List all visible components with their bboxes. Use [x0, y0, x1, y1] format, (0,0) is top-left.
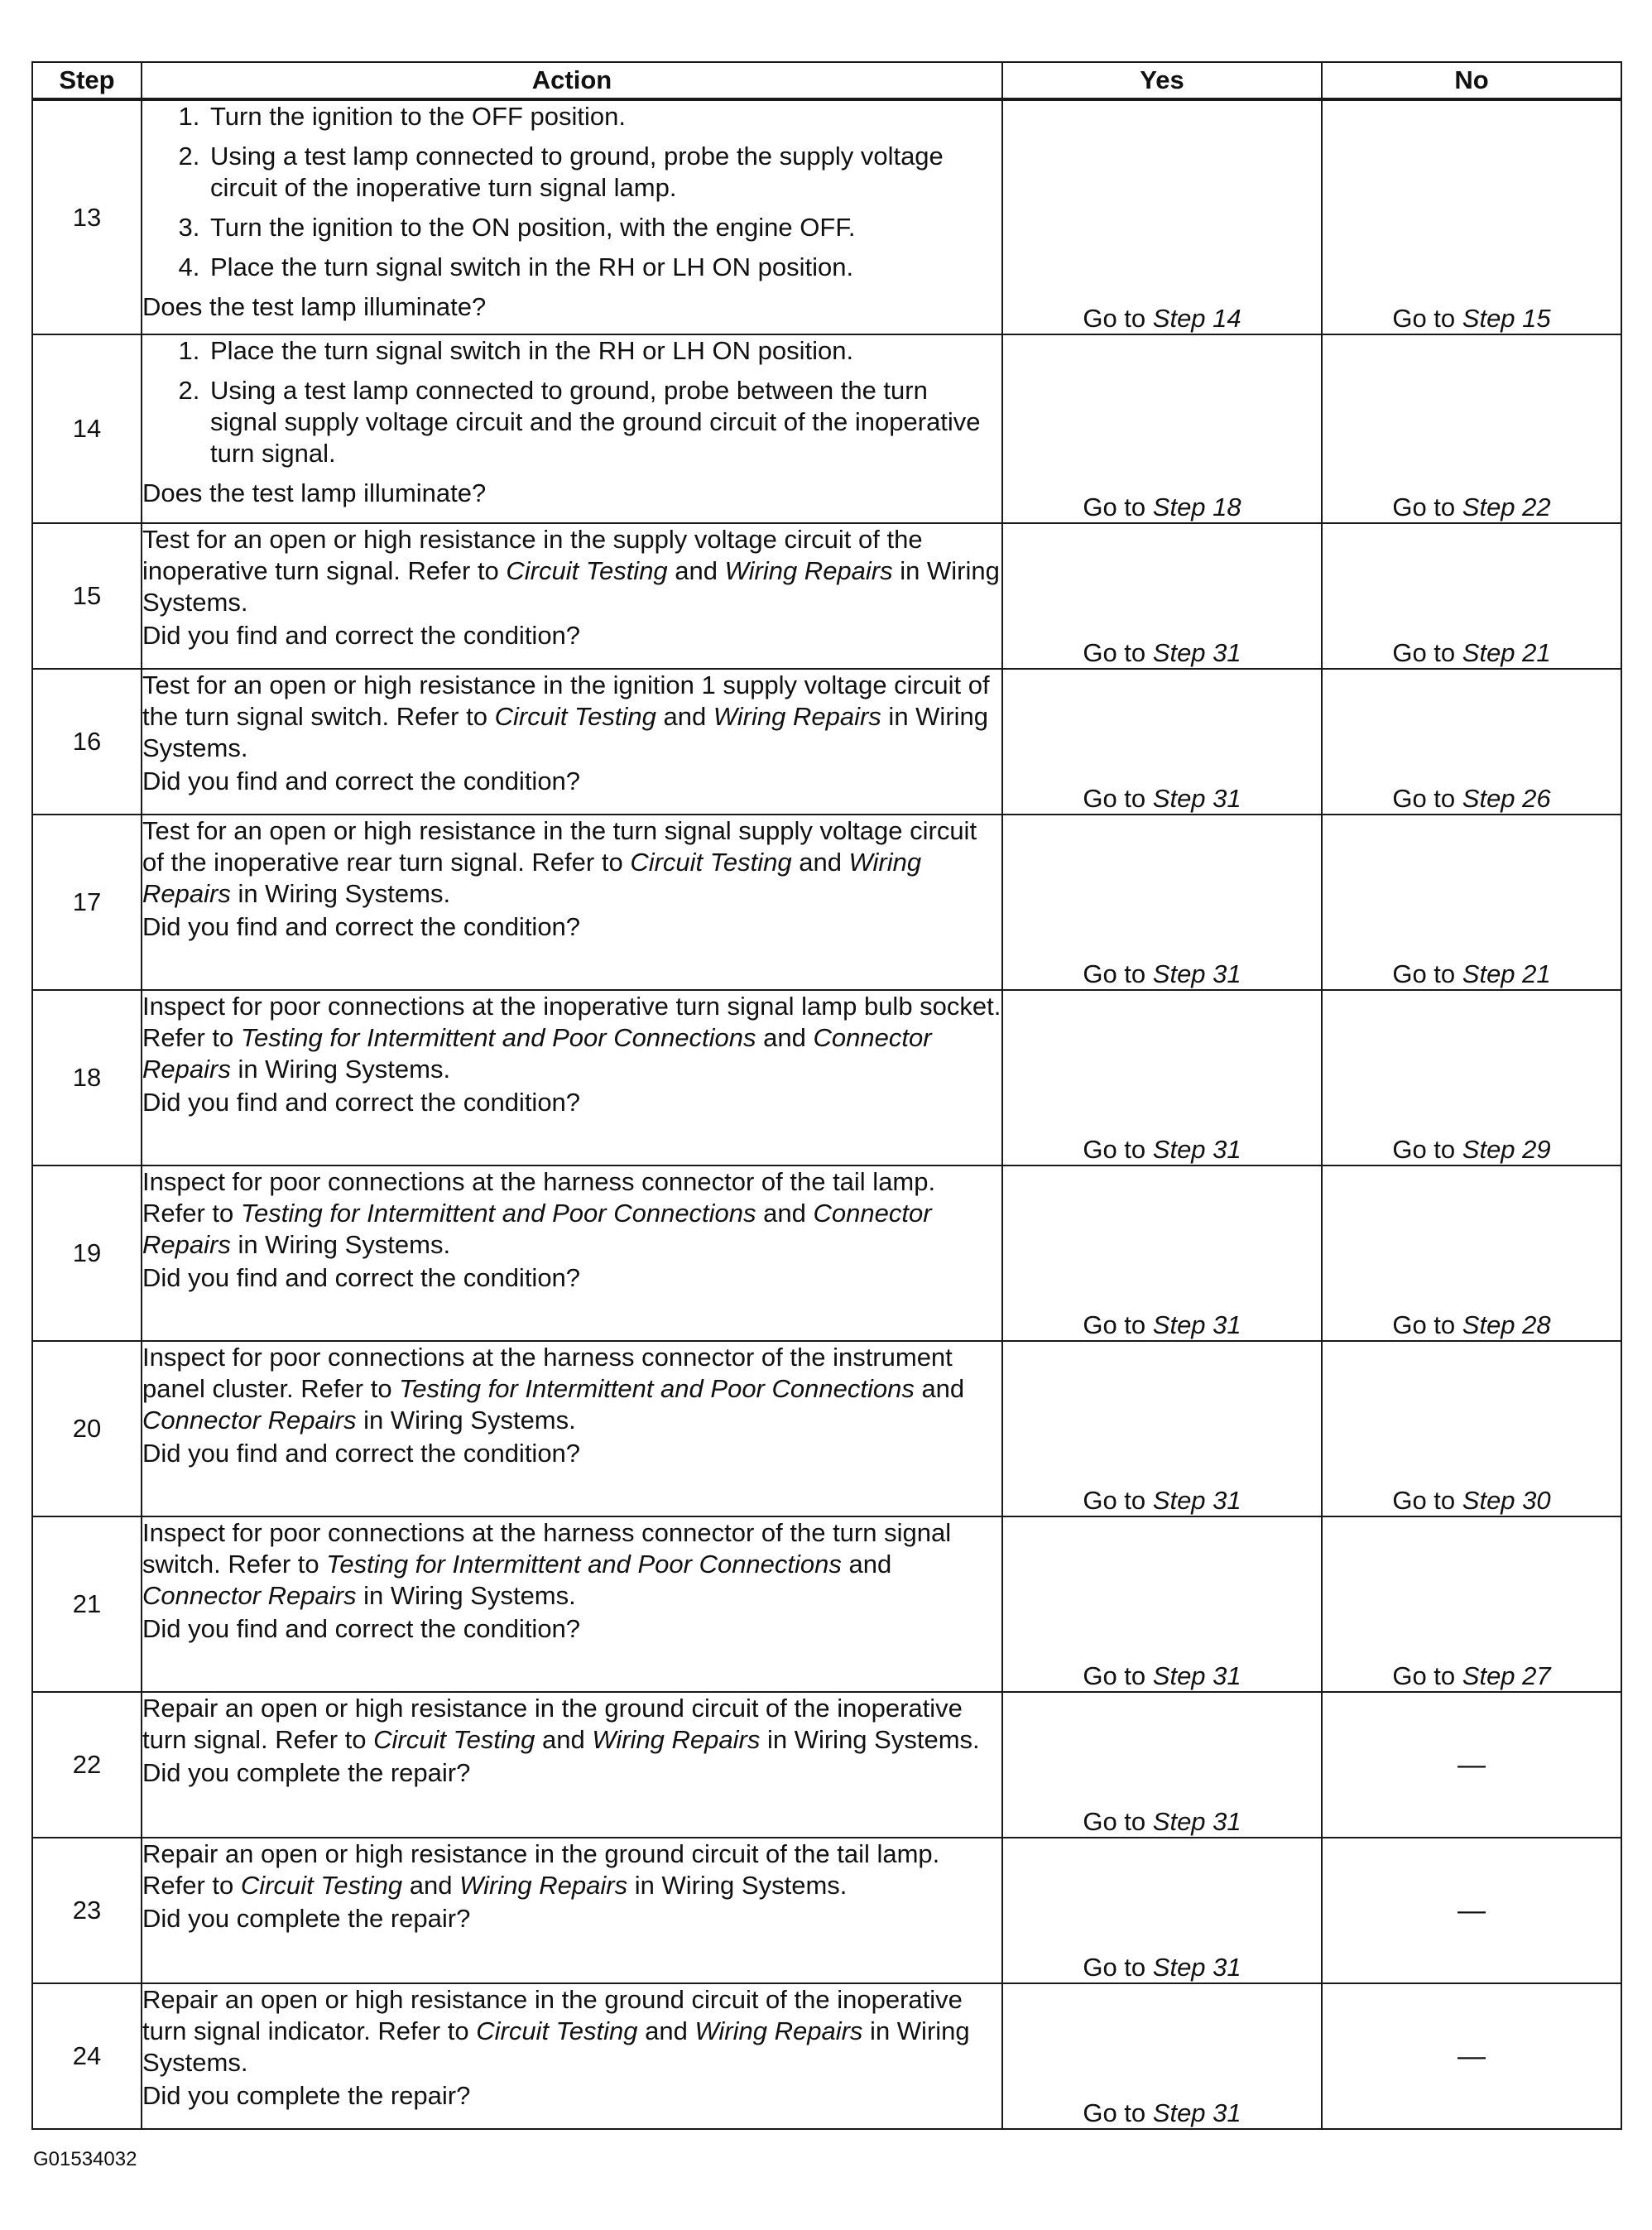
header-row	[32, 62, 1621, 99]
table-row	[32, 99, 1621, 334]
action-step: 3. Turn the ignition to the ON position, with the engine OFF.	[207, 212, 1001, 243]
action-text-segment: in Wiring Systems.	[356, 1406, 576, 1435]
header-action: Action	[142, 62, 1002, 99]
no-cell	[1322, 1983, 1621, 2129]
yes-prefix: Go to	[1083, 1953, 1153, 1982]
action-steps-list	[142, 335, 1001, 469]
action-step: 4. Place the turn signal switch in the RH or LH ON position.	[207, 252, 1001, 283]
yes-cell	[1002, 1838, 1322, 1983]
no-step-reference: Step 27	[1462, 1661, 1551, 1690]
yes-prefix: Go to	[1083, 1135, 1153, 1164]
action-text-segment: Repair an open or high resistance in the ground circuit of the tail lamp. Refer to	[142, 1839, 940, 1900]
yes-cell	[1002, 523, 1322, 669]
action-text-segment: in Wiring Systems.	[230, 1055, 451, 1084]
no-prefix: Go to	[1392, 784, 1462, 813]
reference-link-text: Connector Repairs	[142, 1199, 932, 1259]
action-cell	[142, 1838, 1002, 1983]
no-prefix: Go to	[1392, 1135, 1462, 1164]
action-text-segment: Test for an open or high resistance in the turn signal supply voltage circuit of the inoperative rear turn signal. Refer to	[142, 816, 977, 877]
table-row	[32, 1341, 1621, 1516]
reference-link-text: Testing for Intermittent and Poor Connections	[399, 1374, 915, 1403]
reference-link-text: Circuit Testing	[476, 2016, 638, 2045]
action-text-segment: Repair an open or high resistance in the ground circuit of the inoperative turn signal. Refer to	[142, 1694, 963, 1754]
no-prefix: Go to	[1392, 638, 1462, 667]
reference-link-text: Circuit Testing	[373, 1725, 535, 1754]
action-text-segment: and	[656, 702, 713, 731]
no-prefix: Go to	[1392, 959, 1462, 988]
step-number: 19	[32, 1165, 142, 1341]
action-text-segment: Repair an open or high resistance in the ground circuit of the inoperative turn signal indicator. Refer to	[142, 1985, 963, 2045]
action-text-segment: Inspect for poor connections at the harness connector of the instrument panel cluster. Refer to	[142, 1343, 953, 1403]
action-question: Did you find and correct the condition?	[142, 1263, 581, 1292]
reference-link-text: Circuit Testing	[630, 848, 792, 877]
reference-link-text: Circuit Testing	[240, 1871, 403, 1900]
action-text	[142, 524, 1001, 618]
step-number: 24	[32, 1983, 142, 2129]
no-cell	[1322, 815, 1621, 990]
action-question: Did you find and correct the condition?	[142, 1614, 581, 1643]
no-step-reference: Step 21	[1462, 959, 1551, 988]
yes-step-reference: Step 31	[1152, 1486, 1241, 1515]
action-question: Did you complete the repair?	[142, 1904, 471, 1933]
yes-step-reference: Step 31	[1152, 1953, 1241, 1982]
no-cell	[1322, 1516, 1621, 1692]
action-text-segment: in Wiring Systems.	[230, 879, 451, 908]
step-number: 14	[32, 334, 142, 523]
reference-link-text: Testing for Intermittent and Poor Connections	[240, 1023, 756, 1052]
action-question: Does the test lamp illuminate?	[142, 292, 487, 321]
action-steps-list	[142, 101, 1001, 283]
no-prefix: Go to	[1392, 304, 1462, 333]
action-cell	[142, 1516, 1002, 1692]
reference-link-text: Wiring Repairs	[459, 1871, 628, 1900]
yes-prefix: Go to	[1083, 1661, 1153, 1690]
action-cell	[142, 1341, 1002, 1516]
yes-prefix: Go to	[1083, 304, 1153, 333]
yes-prefix: Go to	[1083, 784, 1153, 813]
no-prefix: Go to	[1392, 1310, 1462, 1339]
yes-cell	[1002, 1692, 1322, 1838]
action-text	[142, 670, 1001, 764]
action-text	[142, 1342, 1001, 1436]
step-number: 23	[32, 1838, 142, 1983]
action-text-segment: in Wiring Systems.	[142, 2016, 970, 2077]
action-question: Did you find and correct the condition?	[142, 912, 581, 941]
action-text-segment: and	[791, 848, 849, 877]
yes-step-reference: Step 31	[1152, 1661, 1241, 1690]
action-text-segment: and	[756, 1199, 814, 1228]
action-text-segment: in Wiring Systems.	[760, 1725, 980, 1754]
action-text	[142, 1166, 1001, 1261]
yes-cell	[1002, 1341, 1322, 1516]
action-text-segment: in Wiring Systems.	[627, 1871, 848, 1900]
action-text	[142, 1517, 1001, 1612]
action-text	[142, 1838, 1001, 1901]
reference-link-text: Wiring Repairs	[724, 556, 893, 585]
yes-cell	[1002, 334, 1322, 523]
step-number: 18	[32, 990, 142, 1165]
action-text	[142, 1984, 1001, 2079]
action-text-segment: Inspect for poor connections at the inoperative turn signal lamp bulb socket. Refer to	[142, 992, 1001, 1052]
step-number: 21	[32, 1516, 142, 1692]
figure-id: G01534032	[33, 2148, 137, 2170]
diagnostic-table	[31, 61, 1622, 2130]
no-cell	[1322, 1165, 1621, 1341]
yes-step-reference: Step 31	[1152, 1807, 1241, 1836]
step-number: 20	[32, 1341, 142, 1516]
action-question: Does the test lamp illuminate?	[142, 478, 487, 507]
yes-step-reference: Step 31	[1152, 1310, 1241, 1339]
action-question: Did you find and correct the condition?	[142, 1439, 581, 1468]
no-cell	[1322, 1341, 1621, 1516]
action-text-segment: Inspect for poor connections at the harness connector of the tail lamp. Refer to	[142, 1167, 936, 1228]
action-text-segment: in Wiring Systems.	[230, 1230, 451, 1259]
yes-prefix: Go to	[1083, 2098, 1153, 2127]
action-cell	[142, 523, 1002, 669]
action-text-segment: in Wiring Systems.	[142, 702, 989, 762]
no-cell	[1322, 1692, 1621, 1838]
step-number: 13	[32, 99, 142, 334]
reference-link-text: Testing for Intermittent and Poor Connections	[240, 1199, 756, 1228]
action-text-segment: and	[841, 1550, 892, 1579]
reference-link-text: Wiring Repairs	[694, 2016, 863, 2045]
table-row	[32, 815, 1621, 990]
no-step-reference: Step 30	[1462, 1486, 1551, 1515]
no-cell	[1322, 669, 1621, 815]
no-cell	[1322, 523, 1621, 669]
action-text-segment: in Wiring Systems.	[142, 556, 1000, 617]
action-text-segment: and	[637, 2016, 695, 2045]
no-cell	[1322, 99, 1621, 334]
reference-link-text: Wiring Repairs	[592, 1725, 761, 1754]
action-cell	[142, 669, 1002, 815]
action-text	[142, 1693, 1001, 1756]
step-number: 15	[32, 523, 142, 669]
yes-prefix: Go to	[1083, 1310, 1153, 1339]
no-cell	[1322, 1838, 1621, 1983]
table-row	[32, 669, 1621, 815]
yes-step-reference: Step 14	[1152, 304, 1241, 333]
no-dash: —	[1458, 1894, 1486, 1926]
action-text	[142, 815, 1001, 910]
no-step-reference: Step 22	[1462, 493, 1551, 521]
reference-link-text: Connector Repairs	[142, 1581, 357, 1610]
reference-link-text: Circuit Testing	[494, 702, 656, 731]
no-cell	[1322, 334, 1621, 523]
yes-prefix: Go to	[1083, 959, 1153, 988]
reference-link-text: Connector Repairs	[142, 1023, 932, 1084]
header-yes: Yes	[1002, 62, 1322, 99]
action-text-segment: and	[756, 1023, 814, 1052]
reference-link-text: Circuit Testing	[506, 556, 668, 585]
yes-cell	[1002, 669, 1322, 815]
yes-prefix: Go to	[1083, 1486, 1153, 1515]
action-step: 2. Using a test lamp connected to ground, probe between the turn signal supply voltage circuit and the ground circuit of the inoperative turn signal.	[207, 375, 1001, 469]
action-text-segment: in Wiring Systems.	[356, 1581, 576, 1610]
yes-prefix: Go to	[1083, 493, 1153, 521]
action-text-segment: and	[402, 1871, 460, 1900]
action-text-segment: and	[914, 1374, 965, 1403]
reference-link-text: Wiring Repairs	[142, 848, 922, 908]
no-prefix: Go to	[1392, 493, 1462, 521]
yes-step-reference: Step 31	[1152, 1135, 1241, 1164]
action-cell	[142, 815, 1002, 990]
action-question: Did you complete the repair?	[142, 1758, 471, 1787]
yes-prefix: Go to	[1083, 1807, 1153, 1836]
action-cell	[142, 1692, 1002, 1838]
action-cell	[142, 990, 1002, 1165]
action-step: 1. Place the turn signal switch in the RH or LH ON position.	[207, 335, 1001, 367]
reference-link-text: Wiring Repairs	[713, 702, 881, 731]
action-text-segment: and	[535, 1725, 593, 1754]
no-step-reference: Step 21	[1462, 638, 1551, 667]
no-cell	[1322, 990, 1621, 1165]
yes-step-reference: Step 31	[1152, 784, 1241, 813]
yes-cell	[1002, 815, 1322, 990]
yes-step-reference: Step 31	[1152, 959, 1241, 988]
action-question: Did you complete the repair?	[142, 2081, 471, 2110]
action-text	[142, 991, 1001, 1085]
action-text-segment: and	[667, 556, 725, 585]
action-question: Did you find and correct the condition?	[142, 621, 581, 650]
step-number: 22	[32, 1692, 142, 1838]
table-row	[32, 1516, 1621, 1692]
no-prefix: Go to	[1392, 1661, 1462, 1690]
no-dash: —	[1458, 1748, 1486, 1781]
action-question: Did you find and correct the condition?	[142, 1088, 581, 1117]
no-dash: —	[1458, 2040, 1486, 2072]
no-step-reference: Step 15	[1462, 304, 1551, 333]
table-row	[32, 990, 1621, 1165]
yes-step-reference: Step 18	[1152, 493, 1241, 521]
action-text-segment: Test for an open or high resistance in the ignition 1 supply voltage circuit of the turn signal switch. Refer to	[142, 670, 990, 731]
action-text-segment: Inspect for poor connections at the harness connector of the turn signal switch. Refer to	[142, 1518, 952, 1579]
no-step-reference: Step 29	[1462, 1135, 1551, 1164]
action-cell	[142, 334, 1002, 523]
yes-step-reference: Step 31	[1152, 2098, 1241, 2127]
action-cell	[142, 1983, 1002, 2129]
no-prefix: Go to	[1392, 1486, 1462, 1515]
action-cell	[142, 1165, 1002, 1341]
table-row	[32, 1838, 1621, 1983]
yes-cell	[1002, 99, 1322, 334]
table-row	[32, 1983, 1621, 2129]
table-row	[32, 334, 1621, 523]
action-step: 2. Using a test lamp connected to ground, probe the supply voltage circuit of the inoperative turn signal lamp.	[207, 141, 1001, 204]
yes-cell	[1002, 1165, 1322, 1341]
header-no: No	[1322, 62, 1621, 99]
action-step: 1. Turn the ignition to the OFF position.	[207, 101, 1001, 132]
reference-link-text: Connector Repairs	[142, 1406, 357, 1435]
header-step: Step	[32, 62, 142, 99]
action-cell	[142, 99, 1002, 334]
yes-cell	[1002, 990, 1322, 1165]
no-step-reference: Step 28	[1462, 1310, 1551, 1339]
table-row	[32, 523, 1621, 669]
table-row	[32, 1692, 1621, 1838]
no-step-reference: Step 26	[1462, 784, 1551, 813]
table-row	[32, 1165, 1621, 1341]
step-number: 17	[32, 815, 142, 990]
yes-cell	[1002, 1516, 1322, 1692]
yes-cell	[1002, 1983, 1322, 2129]
action-text-segment: Test for an open or high resistance in the supply voltage circuit of the inoperative turn signal. Refer to	[142, 525, 923, 585]
step-number: 16	[32, 669, 142, 815]
reference-link-text: Testing for Intermittent and Poor Connections	[326, 1550, 842, 1579]
yes-step-reference: Step 31	[1152, 638, 1241, 667]
yes-prefix: Go to	[1083, 638, 1153, 667]
action-question: Did you find and correct the condition?	[142, 767, 581, 795]
